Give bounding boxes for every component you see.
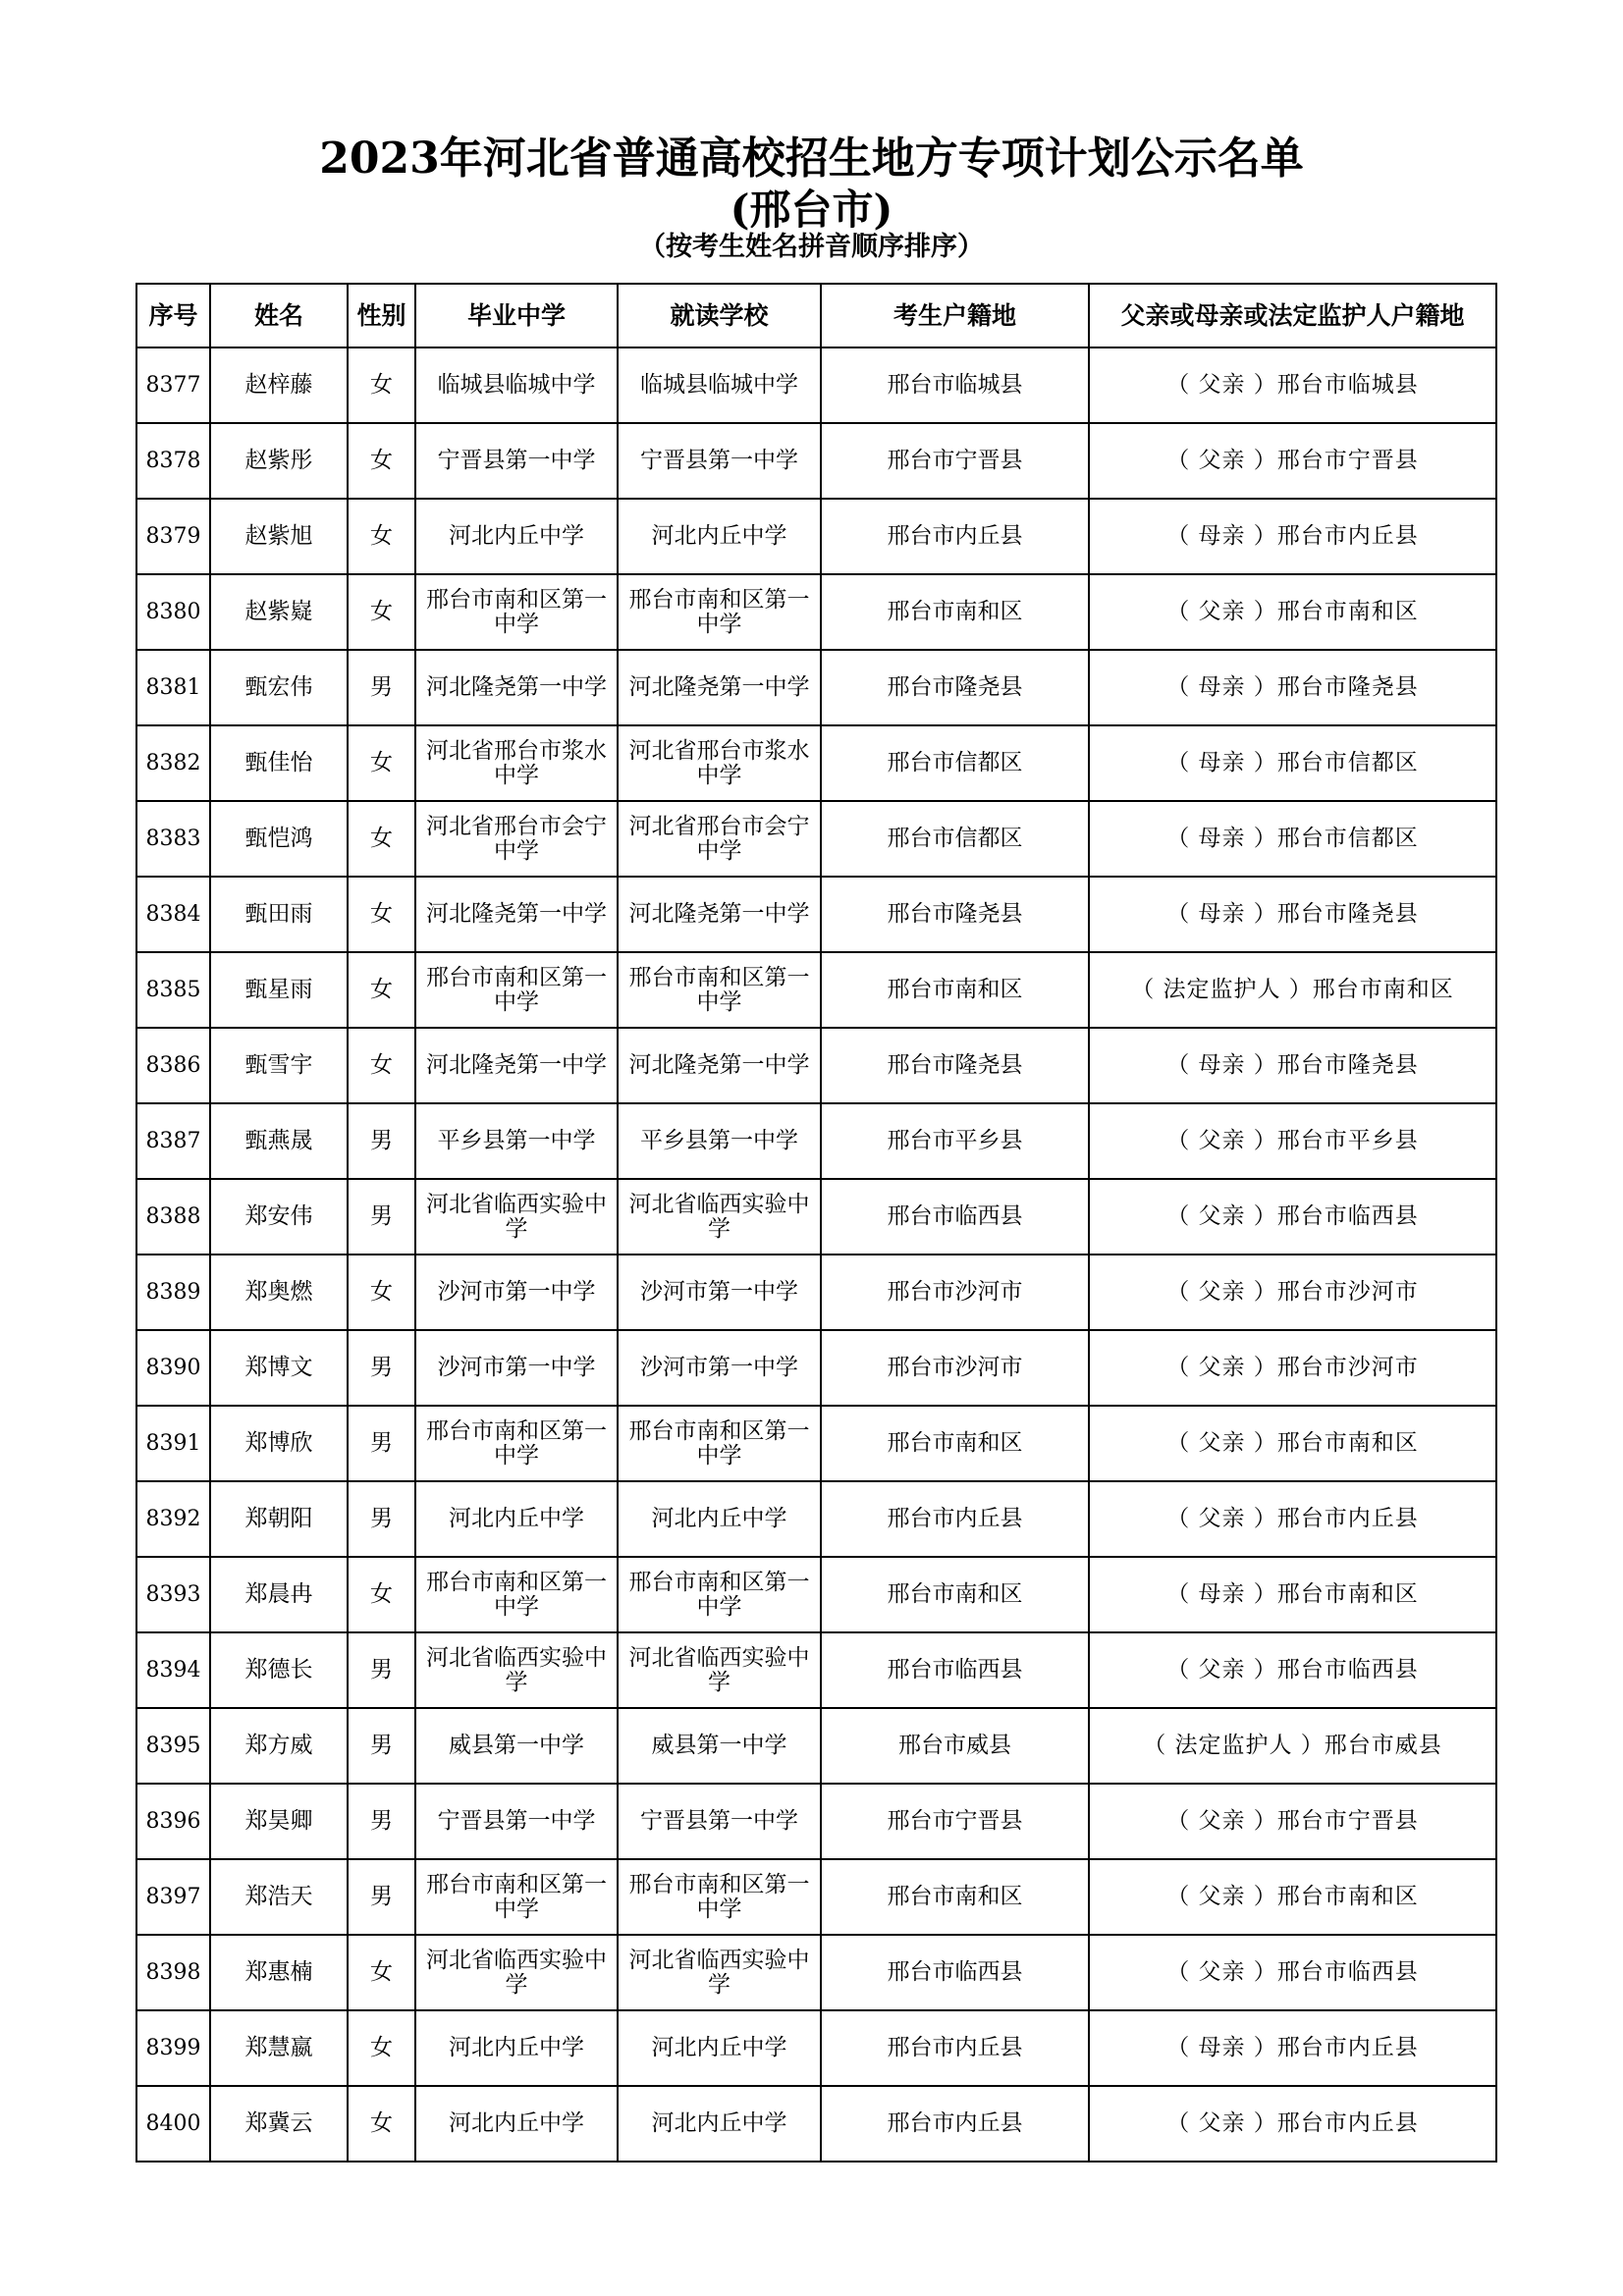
header-current-school: 就读学校 (618, 284, 821, 347)
cell-sex: 女 (348, 347, 415, 423)
cell-guardian-hukou: （ 法定监护人 ）邢台市南和区 (1089, 952, 1496, 1028)
cell-guardian-hukou: （ 父亲 ）邢台市南和区 (1089, 574, 1496, 650)
cell-serial: 8385 (136, 952, 210, 1028)
cell-name: 甄燕晟 (210, 1103, 348, 1179)
cell-serial: 8383 (136, 801, 210, 877)
cell-name: 郑德长 (210, 1632, 348, 1708)
cell-graduation-school: 邢台市南和区第一中学 (415, 1557, 618, 1632)
cell-name: 郑安伟 (210, 1179, 348, 1255)
header-graduation-school: 毕业中学 (415, 284, 618, 347)
cell-serial: 8379 (136, 499, 210, 574)
table-row (136, 1935, 1496, 2010)
cell-serial: 8390 (136, 1330, 210, 1406)
cell-sex: 女 (348, 1935, 415, 2010)
table-body (136, 347, 1496, 2162)
cell-sex: 男 (348, 650, 415, 725)
cell-graduation-school: 河北隆尧第一中学 (415, 1028, 618, 1103)
cell-serial: 8380 (136, 574, 210, 650)
cell-graduation-school: 河北内丘中学 (415, 1481, 618, 1557)
cell-candidate-hukou: 邢台市隆尧县 (821, 1028, 1089, 1103)
candidate-table (135, 283, 1497, 2163)
cell-name: 郑惠楠 (210, 1935, 348, 2010)
cell-graduation-school: 宁晋县第一中学 (415, 423, 618, 499)
cell-graduation-school: 沙河市第一中学 (415, 1255, 618, 1330)
cell-serial: 8392 (136, 1481, 210, 1557)
cell-candidate-hukou: 邢台市宁晋县 (821, 1784, 1089, 1859)
table-row (136, 877, 1496, 952)
cell-serial: 8388 (136, 1179, 210, 1255)
table-row (136, 2086, 1496, 2162)
cell-current-school: 河北隆尧第一中学 (618, 1028, 821, 1103)
cell-name: 赵梓藤 (210, 347, 348, 423)
table-row (136, 952, 1496, 1028)
cell-name: 赵紫彤 (210, 423, 348, 499)
table-row (136, 1028, 1496, 1103)
table-header-row (136, 284, 1496, 347)
cell-current-school: 河北省临西实验中学 (618, 1632, 821, 1708)
table-row (136, 1330, 1496, 1406)
cell-sex: 女 (348, 801, 415, 877)
cell-serial: 8389 (136, 1255, 210, 1330)
cell-name: 郑慧嬴 (210, 2010, 348, 2086)
header-candidate-hukou: 考生户籍地 (821, 284, 1089, 347)
table-row (136, 1179, 1496, 1255)
cell-current-school: 邢台市南和区第一中学 (618, 1557, 821, 1632)
cell-serial: 8378 (136, 423, 210, 499)
cell-candidate-hukou: 邢台市沙河市 (821, 1330, 1089, 1406)
cell-guardian-hukou: （ 母亲 ）邢台市隆尧县 (1089, 650, 1496, 725)
cell-serial: 8391 (136, 1406, 210, 1481)
cell-graduation-school: 临城县临城中学 (415, 347, 618, 423)
cell-serial: 8386 (136, 1028, 210, 1103)
cell-sex: 女 (348, 574, 415, 650)
cell-name: 郑冀云 (210, 2086, 348, 2162)
cell-current-school: 河北内丘中学 (618, 2010, 821, 2086)
cell-candidate-hukou: 邢台市宁晋县 (821, 423, 1089, 499)
cell-sex: 男 (348, 1784, 415, 1859)
table-row (136, 347, 1496, 423)
cell-serial: 8399 (136, 2010, 210, 2086)
cell-serial: 8381 (136, 650, 210, 725)
cell-current-school: 临城县临城中学 (618, 347, 821, 423)
cell-candidate-hukou: 邢台市信都区 (821, 801, 1089, 877)
cell-current-school: 河北省邢台市浆水中学 (618, 725, 821, 801)
table-row (136, 499, 1496, 574)
cell-graduation-school: 河北内丘中学 (415, 2010, 618, 2086)
cell-graduation-school: 沙河市第一中学 (415, 1330, 618, 1406)
cell-current-school: 河北内丘中学 (618, 499, 821, 574)
cell-sex: 男 (348, 1859, 415, 1935)
cell-guardian-hukou: （ 父亲 ）邢台市沙河市 (1089, 1255, 1496, 1330)
cell-sex: 女 (348, 1028, 415, 1103)
cell-candidate-hukou: 邢台市临西县 (821, 1935, 1089, 2010)
cell-guardian-hukou: （ 父亲 ）邢台市内丘县 (1089, 2086, 1496, 2162)
cell-name: 郑博欣 (210, 1406, 348, 1481)
cell-graduation-school: 河北省临西实验中学 (415, 1179, 618, 1255)
cell-sex: 女 (348, 877, 415, 952)
sort-note: （按考生姓名拼音顺序排序） (639, 232, 984, 262)
table-row (136, 1859, 1496, 1935)
cell-name: 甄宏伟 (210, 650, 348, 725)
cell-graduation-school: 河北内丘中学 (415, 2086, 618, 2162)
cell-guardian-hukou: （ 父亲 ）邢台市临西县 (1089, 1179, 1496, 1255)
cell-graduation-school: 河北省临西实验中学 (415, 1935, 618, 2010)
cell-current-school: 宁晋县第一中学 (618, 423, 821, 499)
cell-sex: 男 (348, 1330, 415, 1406)
cell-graduation-school: 河北省邢台市浆水中学 (415, 725, 618, 801)
cell-guardian-hukou: （ 父亲 ）邢台市内丘县 (1089, 1481, 1496, 1557)
cell-graduation-school: 邢台市南和区第一中学 (415, 1406, 618, 1481)
cell-guardian-hukou: （ 父亲 ）邢台市临西县 (1089, 1632, 1496, 1708)
cell-current-school: 邢台市南和区第一中学 (618, 574, 821, 650)
cell-guardian-hukou: （ 父亲 ）邢台市平乡县 (1089, 1103, 1496, 1179)
cell-sex: 男 (348, 1179, 415, 1255)
cell-graduation-school: 邢台市南和区第一中学 (415, 1859, 618, 1935)
cell-name: 郑朝阳 (210, 1481, 348, 1557)
cell-graduation-school: 宁晋县第一中学 (415, 1784, 618, 1859)
document-subtitle: (邢台市) (730, 186, 893, 234)
document-title: 2023年河北省普通高校招生地方专项计划公示名单 (319, 133, 1304, 184)
cell-candidate-hukou: 邢台市内丘县 (821, 1481, 1089, 1557)
cell-current-school: 宁晋县第一中学 (618, 1784, 821, 1859)
cell-current-school: 河北省临西实验中学 (618, 1935, 821, 2010)
cell-current-school: 河北隆尧第一中学 (618, 877, 821, 952)
cell-sex: 男 (348, 1708, 415, 1784)
cell-name: 郑昊卿 (210, 1784, 348, 1859)
cell-guardian-hukou: （ 父亲 ）邢台市南和区 (1089, 1406, 1496, 1481)
cell-guardian-hukou: （ 母亲 ）邢台市信都区 (1089, 725, 1496, 801)
cell-candidate-hukou: 邢台市南和区 (821, 1859, 1089, 1935)
cell-guardian-hukou: （ 父亲 ）邢台市沙河市 (1089, 1330, 1496, 1406)
cell-current-school: 沙河市第一中学 (618, 1255, 821, 1330)
table-row (136, 801, 1496, 877)
cell-graduation-school: 河北内丘中学 (415, 499, 618, 574)
cell-current-school: 河北省临西实验中学 (618, 1179, 821, 1255)
cell-current-school: 平乡县第一中学 (618, 1103, 821, 1179)
cell-current-school: 沙河市第一中学 (618, 1330, 821, 1406)
cell-guardian-hukou: （ 父亲 ）邢台市临城县 (1089, 347, 1496, 423)
cell-candidate-hukou: 邢台市威县 (821, 1708, 1089, 1784)
cell-candidate-hukou: 邢台市南和区 (821, 1557, 1089, 1632)
cell-name: 甄恺鸿 (210, 801, 348, 877)
cell-graduation-school: 邢台市南和区第一中学 (415, 952, 618, 1028)
cell-guardian-hukou: （ 母亲 ）邢台市内丘县 (1089, 2010, 1496, 2086)
cell-guardian-hukou: （ 母亲 ）邢台市南和区 (1089, 1557, 1496, 1632)
cell-graduation-school: 河北隆尧第一中学 (415, 877, 618, 952)
cell-candidate-hukou: 邢台市平乡县 (821, 1103, 1089, 1179)
header-sex: 性别 (348, 284, 415, 347)
table-row (136, 1255, 1496, 1330)
cell-current-school: 邢台市南和区第一中学 (618, 1859, 821, 1935)
cell-graduation-school: 平乡县第一中学 (415, 1103, 618, 1179)
cell-candidate-hukou: 邢台市临西县 (821, 1632, 1089, 1708)
cell-sex: 女 (348, 499, 415, 574)
cell-candidate-hukou: 邢台市隆尧县 (821, 877, 1089, 952)
cell-current-school: 威县第一中学 (618, 1708, 821, 1784)
cell-guardian-hukou: （ 父亲 ）邢台市南和区 (1089, 1859, 1496, 1935)
cell-name: 甄星雨 (210, 952, 348, 1028)
cell-sex: 男 (348, 1481, 415, 1557)
table-row (136, 1557, 1496, 1632)
table-row (136, 2010, 1496, 2086)
cell-candidate-hukou: 邢台市内丘县 (821, 2010, 1089, 2086)
cell-guardian-hukou: （ 父亲 ）邢台市宁晋县 (1089, 423, 1496, 499)
cell-candidate-hukou: 邢台市沙河市 (821, 1255, 1089, 1330)
cell-sex: 女 (348, 725, 415, 801)
cell-sex: 男 (348, 1103, 415, 1179)
cell-name: 赵紫旭 (210, 499, 348, 574)
cell-name: 郑浩天 (210, 1859, 348, 1935)
cell-serial: 8394 (136, 1632, 210, 1708)
cell-sex: 女 (348, 1557, 415, 1632)
cell-name: 郑晨冉 (210, 1557, 348, 1632)
cell-sex: 男 (348, 1406, 415, 1481)
cell-serial: 8395 (136, 1708, 210, 1784)
cell-candidate-hukou: 邢台市内丘县 (821, 499, 1089, 574)
cell-candidate-hukou: 邢台市内丘县 (821, 2086, 1089, 2162)
cell-current-school: 邢台市南和区第一中学 (618, 1406, 821, 1481)
header-name: 姓名 (210, 284, 348, 347)
cell-candidate-hukou: 邢台市南和区 (821, 1406, 1089, 1481)
cell-name: 郑方威 (210, 1708, 348, 1784)
cell-guardian-hukou: （ 母亲 ）邢台市隆尧县 (1089, 877, 1496, 952)
cell-sex: 女 (348, 2086, 415, 2162)
cell-serial: 8377 (136, 347, 210, 423)
cell-serial: 8384 (136, 877, 210, 952)
cell-graduation-school: 邢台市南和区第一中学 (415, 574, 618, 650)
cell-serial: 8398 (136, 1935, 210, 2010)
table-row (136, 725, 1496, 801)
cell-serial: 8393 (136, 1557, 210, 1632)
cell-name: 甄雪宇 (210, 1028, 348, 1103)
cell-serial: 8382 (136, 725, 210, 801)
cell-serial: 8397 (136, 1859, 210, 1935)
cell-serial: 8387 (136, 1103, 210, 1179)
cell-name: 郑博文 (210, 1330, 348, 1406)
cell-candidate-hukou: 邢台市临西县 (821, 1179, 1089, 1255)
cell-sex: 女 (348, 2010, 415, 2086)
cell-candidate-hukou: 邢台市临城县 (821, 347, 1089, 423)
cell-graduation-school: 河北隆尧第一中学 (415, 650, 618, 725)
cell-sex: 女 (348, 1255, 415, 1330)
cell-sex: 男 (348, 1632, 415, 1708)
table-row (136, 1784, 1496, 1859)
cell-graduation-school: 河北省邢台市会宁中学 (415, 801, 618, 877)
table-row (136, 574, 1496, 650)
table-row (136, 650, 1496, 725)
cell-graduation-school: 威县第一中学 (415, 1708, 618, 1784)
cell-guardian-hukou: （ 父亲 ）邢台市宁晋县 (1089, 1784, 1496, 1859)
cell-current-school: 河北隆尧第一中学 (618, 650, 821, 725)
cell-candidate-hukou: 邢台市南和区 (821, 952, 1089, 1028)
cell-candidate-hukou: 邢台市隆尧县 (821, 650, 1089, 725)
cell-current-school: 河北内丘中学 (618, 1481, 821, 1557)
cell-guardian-hukou: （ 母亲 ）邢台市信都区 (1089, 801, 1496, 877)
header-serial: 序号 (136, 284, 210, 347)
cell-name: 甄佳怡 (210, 725, 348, 801)
cell-candidate-hukou: 邢台市南和区 (821, 574, 1089, 650)
table-row (136, 423, 1496, 499)
cell-sex: 女 (348, 423, 415, 499)
cell-candidate-hukou: 邢台市信都区 (821, 725, 1089, 801)
cell-name: 赵紫嶷 (210, 574, 348, 650)
table-row (136, 1481, 1496, 1557)
cell-current-school: 河北省邢台市会宁中学 (618, 801, 821, 877)
cell-guardian-hukou: （ 母亲 ）邢台市内丘县 (1089, 499, 1496, 574)
cell-graduation-school: 河北省临西实验中学 (415, 1632, 618, 1708)
cell-sex: 女 (348, 952, 415, 1028)
table-row (136, 1103, 1496, 1179)
table-row (136, 1632, 1496, 1708)
table-row (136, 1406, 1496, 1481)
cell-guardian-hukou: （ 父亲 ）邢台市临西县 (1089, 1935, 1496, 2010)
cell-guardian-hukou: （ 母亲 ）邢台市隆尧县 (1089, 1028, 1496, 1103)
cell-serial: 8396 (136, 1784, 210, 1859)
cell-name: 甄田雨 (210, 877, 348, 952)
cell-guardian-hukou: （ 法定监护人 ）邢台市威县 (1089, 1708, 1496, 1784)
table-row (136, 1708, 1496, 1784)
cell-name: 郑奥燃 (210, 1255, 348, 1330)
cell-serial: 8400 (136, 2086, 210, 2162)
header-guardian-hukou: 父亲或母亲或法定监护人户籍地 (1089, 284, 1496, 347)
cell-current-school: 河北内丘中学 (618, 2086, 821, 2162)
cell-current-school: 邢台市南和区第一中学 (618, 952, 821, 1028)
